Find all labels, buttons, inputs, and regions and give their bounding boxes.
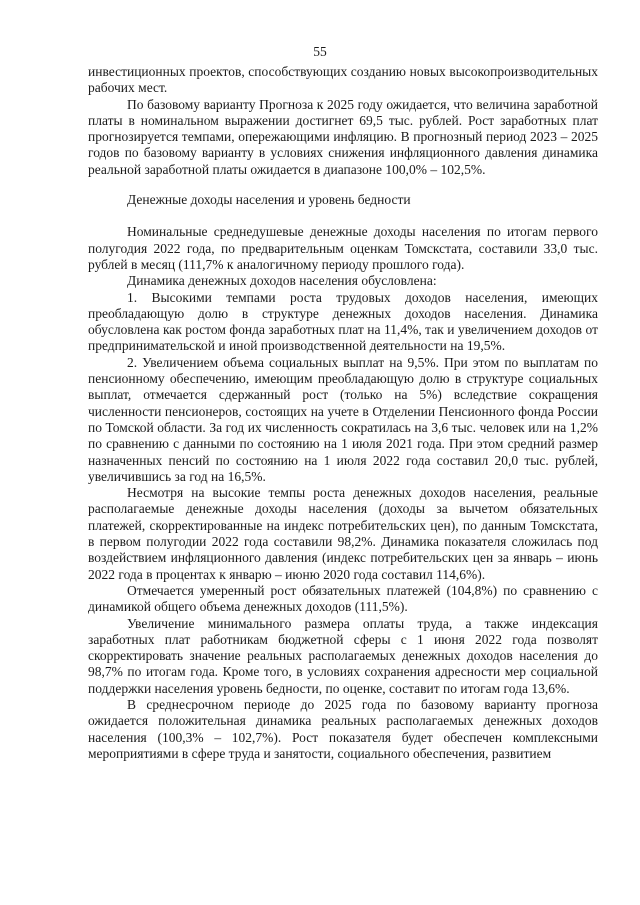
paragraph-minimum-wage-poverty: Увеличение минимального размера оплаты труда, а также индексация заработных плат работникам бюджетной сферы с 1 июня 2022 года позволят скорректировать значение реальных располагаемых денежных доходов населения до 98,7% по итогам года. Кроме того, в условиях сохранения адресности мер социальной поддержки населения уровень бедности, по оценке, составит по итогам года 13,6%. bbox=[88, 615, 598, 696]
paragraph-wage-forecast: По базовому варианту Прогноза к 2025 году ожидается, что величина заработной платы в номинальном выражении достигнет 69,5 тыс. рублей. Рост заработных плат прогнозируется темпами, опережающими инфляцию. В прогнозный период 2023 – 2025 годов по базовому варианту в условиях снижения инфляционного давления динамика реальной заработной платы ожидается в диапазоне 100,0% – 102,5%. bbox=[88, 96, 598, 177]
paragraph-income-dynamics-intro: Динамика денежных доходов населения обусловлена: bbox=[127, 273, 437, 289]
paragraph-investment-continuation: инвестиционных проектов, способствующих созданию новых высокопроизводительных рабочих мест. bbox=[88, 64, 598, 96]
paragraph-social-payments-growth: 2. Увеличением объема социальных выплат на 9,5%. При этом по выплатам по пенсионному обеспечению, имеющим преобладающую долю в структуре социальных выплат, отмечается сдержанный рост (только на 5%) вследствие сокращения численности пенсионеров, состоящих на учете в Отделении Пенсионного фонда России по Томской области. За год их численность сократилась на 3,6 тыс. человек или на 1,2% по сравнению с данными по состоянию на 1 июля 2021 года. При этом средний размер назначенных пенсий по состоянию на 1 июля 2022 года составил 20,0 тыс. рублей, увеличившись за год на 16,5%. bbox=[88, 354, 598, 484]
document-body bbox=[88, 64, 598, 762]
paragraph-mandatory-payments: Отмечается умеренный рост обязательных платежей (104,8%) по сравнению с динамикой общего объема денежных доходов (111,5%). bbox=[88, 582, 598, 615]
paragraph-nominal-incomes: Номинальные среднедушевые денежные доходы населения по итогам первого полугодия 2022 года, по предварительным оценкам Томскстата, составили 33,0 тыс. рублей в месяц (111,7% к аналогичному периоду прошлого года). bbox=[88, 224, 598, 272]
paragraph-medium-term-outlook: В среднесрочном периоде до 2025 года по базовому варианту прогноза ожидается положительная динамика реальных располагаемых денежных доходов населения (100,3% – 102,7%). Рост показателя будет обеспечен комплексными мероприятиями в сфере труда и занятости, социального обеспечения, развитием bbox=[88, 696, 598, 761]
section-heading-incomes-poverty: Денежные доходы населения и уровень бедности bbox=[127, 192, 411, 208]
paragraph-real-disposable-incomes: Несмотря на высокие темпы роста денежных доходов населения, реальные располагаемые денежные доходы населения (доходы за вычетом обязательных платежей, скорректированные на индекс потребительских цен), по данным Томскстата, в первом полугодии 2022 года составили 98,2%. Динамика показателя сложилась под воздействием инфляционного давления (индекс потребительских цен за январь – июнь 2022 года в процентах к январю – июню 2020 года составил 114,6%). bbox=[88, 485, 598, 582]
page-number: 55 bbox=[313, 44, 327, 59]
paragraph-labor-income-growth: 1. Высокими темпами роста трудовых доходов населения, имеющих преобладающую долю в структуре денежных доходов населения. Динамика обусловлена как ростом фонда заработных плат на 11,4%, так и увеличением доходов от предпринимательской и иной производственной деятельности на 19,5%. bbox=[88, 289, 598, 354]
